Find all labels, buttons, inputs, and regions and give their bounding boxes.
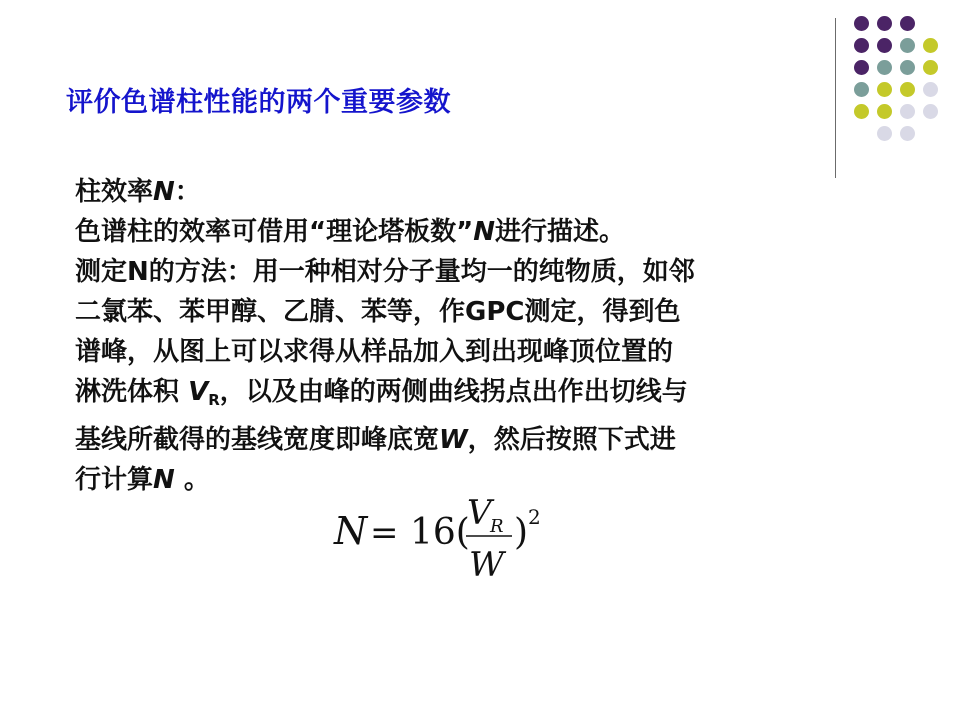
formula-equals: = <box>370 513 399 553</box>
formula-numerator: V <box>467 493 492 533</box>
symbol-v: V <box>188 377 209 407</box>
subscript-r: R <box>208 391 220 409</box>
divider-line <box>835 18 836 178</box>
formula-exponent: 2 <box>528 505 541 529</box>
decorative-dot <box>900 38 915 53</box>
text-segment: ，以及由峰的两侧曲线拐点出作出切线与 <box>219 377 688 407</box>
body-line-7 <box>75 420 835 460</box>
formula-coefficient: 16( <box>410 512 470 553</box>
decorative-dot <box>877 60 892 75</box>
text-segment: ： <box>174 177 201 207</box>
decorative-dot <box>854 16 869 31</box>
decorative-dot <box>900 126 915 141</box>
text-segment: 。 <box>174 465 210 495</box>
body-line-4: 二氯苯、苯甲醇、乙腈、苯等，作GPC测定，得到色 <box>75 297 681 327</box>
body-text <box>75 172 835 500</box>
formula-denominator: W <box>469 545 504 585</box>
decorative-dot <box>923 60 938 75</box>
slide-title: 评价色谱柱性能的两个重要参数 <box>66 87 451 118</box>
body-line-1 <box>75 172 835 212</box>
formula-lhs: N <box>334 509 368 553</box>
text-segment: 淋洗体积 <box>75 377 189 407</box>
decorative-dot <box>923 104 938 119</box>
decorative-dot <box>900 60 915 75</box>
formula-numerator-subscript: R <box>490 516 504 537</box>
body-line-3: 测定N的方法：用一种相对分子量均一的纯物质，如邻 <box>75 257 695 287</box>
decorative-dot <box>923 38 938 53</box>
symbol-w: W <box>439 425 468 455</box>
decorative-dot <box>900 82 915 97</box>
text-segment: 色谱柱的效率可借用“理论塔板数” <box>75 217 474 247</box>
body-line-6 <box>75 372 835 420</box>
decorative-dot <box>854 82 869 97</box>
formula-close-paren: ) <box>514 512 529 553</box>
decorative-dot <box>877 104 892 119</box>
body-line-2 <box>75 212 835 252</box>
body-line-5: 谱峰，从图上可以求得从样品加入到出现峰顶位置的 <box>75 337 674 367</box>
decorative-dot <box>877 38 892 53</box>
decorative-dot <box>877 126 892 141</box>
text-segment: 进行描述。 <box>494 217 625 247</box>
text-segment: 柱效率 <box>75 177 154 207</box>
decorative-dot <box>900 104 915 119</box>
decorative-dot <box>877 82 892 97</box>
symbol-n: N <box>153 465 175 495</box>
decorative-dot <box>923 82 938 97</box>
decorative-dot <box>854 38 869 53</box>
text-segment: 基线所截得的基线宽度即峰底宽 <box>75 425 440 455</box>
symbol-n: N <box>153 177 175 207</box>
decorative-dot <box>877 16 892 31</box>
symbol-n: N <box>473 217 495 247</box>
text-segment: 行计算 <box>75 465 154 495</box>
decorative-dot-grid <box>850 12 950 162</box>
plate-number-formula <box>330 486 570 586</box>
decorative-dot <box>900 16 915 31</box>
text-segment: ，然后按照下式进 <box>467 425 676 455</box>
decorative-dot <box>854 60 869 75</box>
decorative-dot <box>854 104 869 119</box>
